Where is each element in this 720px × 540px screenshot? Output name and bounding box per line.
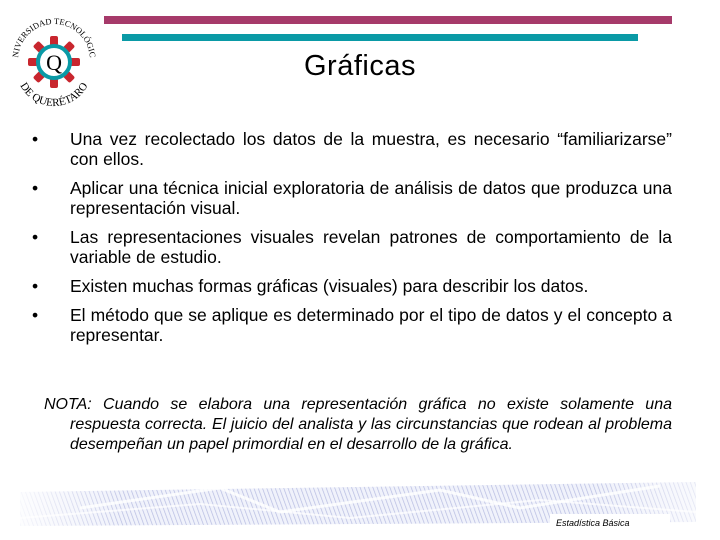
- note-paragraph: NOTA: Cuando se elabora una representación gráfica no existe solamente una respuesta correcta. El juicio del analista y las circunstancias que rodean al problema desempeñan un papel primordial en el desarrollo de la gráfica.: [44, 396, 672, 453]
- list-item: [28, 227, 672, 267]
- list-item: [28, 305, 672, 345]
- logo-ring-text-top: NIVERSIDAD TECNOLÓGIC: [10, 15, 98, 59]
- footer-label: Estadística Básica: [556, 518, 630, 528]
- header-bar-middle: [122, 34, 638, 41]
- bullet-list: [28, 129, 672, 354]
- slide-title: Gráficas: [304, 50, 416, 82]
- bullet-glyph: •: [32, 276, 39, 296]
- bullet-glyph: •: [32, 129, 39, 149]
- bullet-text: El método que se aplique es determinado por el tipo de datos y el concepto a representar.: [70, 305, 672, 345]
- bullet-text: Aplicar una técnica inicial exploratoria de análisis de datos que produzca una representación visual.: [70, 178, 672, 218]
- bullet-text: Las representaciones visuales revelan patrones de comportamiento de la variable de estudio.: [70, 227, 672, 267]
- header-bar-top: [104, 16, 672, 24]
- bullet-text: Una vez recolectado los datos de la muestra, es necesario “familiarizarse” con ellos.: [70, 129, 672, 169]
- bullet-glyph: •: [32, 305, 39, 325]
- list-item: [28, 178, 672, 218]
- bullet-text: Existen muchas formas gráficas (visuales) para describir los datos.: [70, 276, 589, 296]
- logo-center-letter: Q: [46, 50, 62, 75]
- university-logo: [8, 8, 100, 112]
- logo-ring-text-bottom: DE QUERÉTARO: [17, 80, 91, 110]
- list-item: [28, 129, 672, 169]
- bullet-glyph: •: [32, 227, 39, 247]
- list-item: [28, 276, 672, 296]
- university-seal-icon: [8, 8, 100, 112]
- logo-emblem: [28, 36, 80, 88]
- bullet-glyph: •: [32, 178, 39, 198]
